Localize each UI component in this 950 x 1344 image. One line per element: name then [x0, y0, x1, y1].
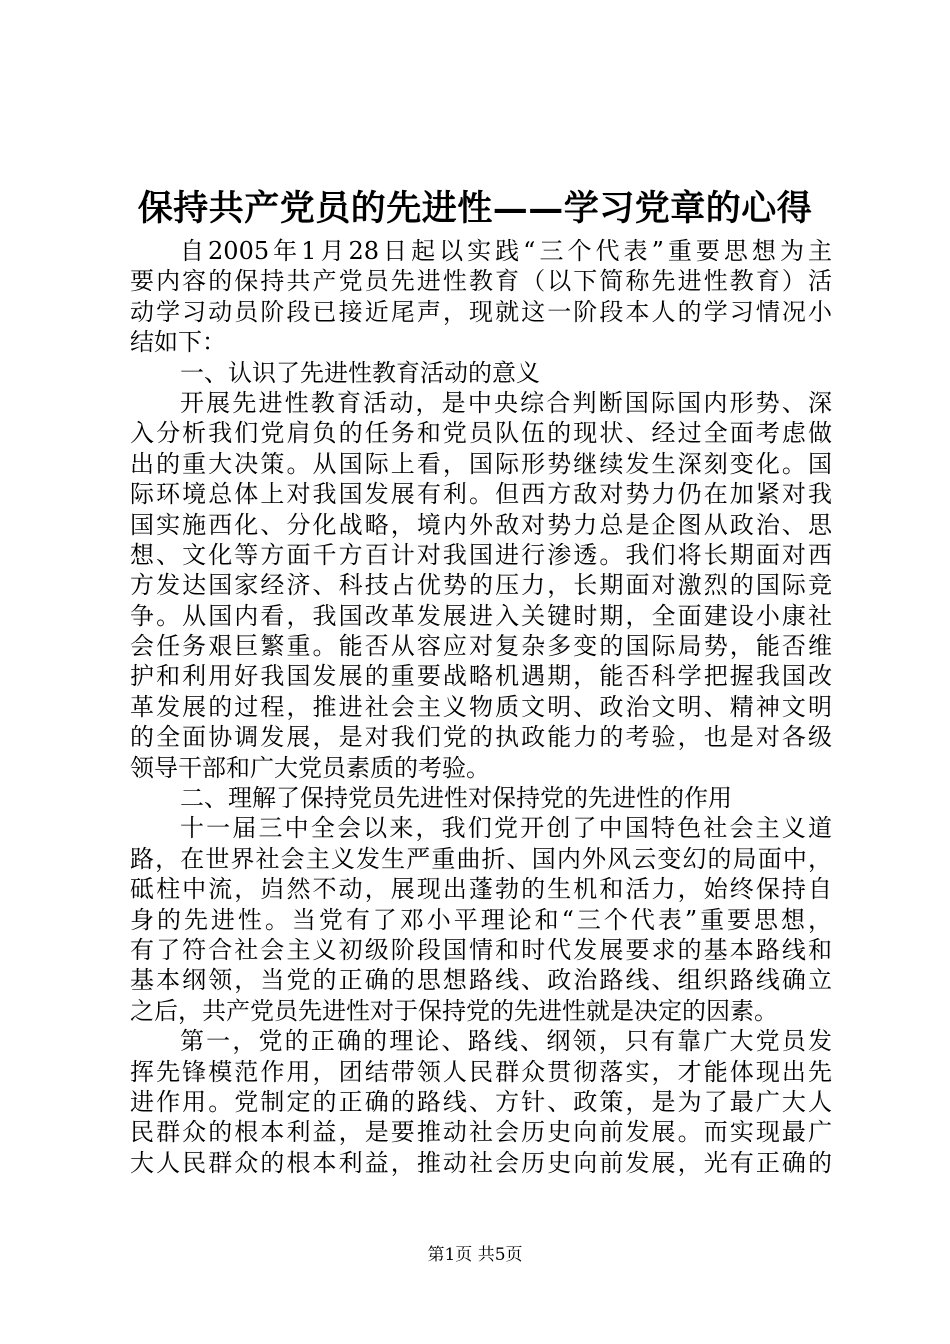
paragraph-line: 之后，共产党员先进性对于保持党的先进性就是决定的因素。: [130, 996, 778, 1025]
paragraph-line: 国实施西化、分化战略，境内外敌对势力总是企图从政治、思: [130, 510, 832, 539]
paragraph-line: 进作用。党制定的正确的路线、方针、政策，是为了最广大人: [130, 1087, 832, 1116]
paragraph-line: 方发达国家经济、科技占优势的压力，长期面对激烈的国际竞: [130, 571, 832, 600]
paragraph-line: 领导干部和广大党员素质的考验。: [130, 753, 490, 782]
paragraph-line: 开展先进性教育活动，是中央综合判断国际国内形势、深: [180, 388, 832, 417]
document-body: [130, 236, 832, 1178]
paragraph-line: 要内容的保持共产党员先进性教育（以下简称先进性教育）活: [130, 267, 832, 296]
paragraph-line: 砥柱中流，岿然不动，展现出蓬勃的生机和活力，始终保持自: [130, 875, 832, 904]
document-title: 保持共产党员的先进性——学习党章的心得: [137, 188, 813, 229]
paragraph-line: 争。从国内看，我国改革发展进入关键时期，全面建设小康社: [130, 601, 832, 630]
paragraph-line: 身的先进性。当党有了邓小平理论和“三个代表”重要思想，: [130, 905, 832, 934]
paragraph-line: 动学习动员阶段已接近尾声，现就这一阶段本人的学习情况小: [130, 297, 832, 326]
paragraph-line: 基本纲领，当党的正确的思想路线、政治路线、组织路线确立: [130, 966, 832, 995]
paragraph-line: 出的重大决策。从国际上看，国际形势继续发生深刻变化。国: [130, 449, 832, 478]
paragraph-line: 会任务艰巨繁重。能否从容应对复杂多变的国际局势，能否维: [130, 632, 832, 661]
paragraph-line: 自2005年1月28日起以实践“三个代表”重要思想为主: [180, 237, 832, 265]
paragraph-line: 革发展的过程，推进社会主义物质文明、政治文明、精神文明: [130, 692, 832, 721]
paragraph-line: 结如下：: [130, 328, 226, 357]
paragraph-line: 第一，党的正确的理论、路线、纲领，只有靠广大党员发: [180, 1027, 832, 1056]
page-number-footer: 第1页 共5页: [427, 1245, 523, 1265]
paragraph-line: 际环境总体上对我国发展有利。但西方敌对势力仍在加紧对我: [130, 480, 832, 509]
section-heading: 二、理解了保持党员先进性对保持党的先进性的作用: [180, 784, 732, 813]
paragraph-line: 路，在世界社会主义发生严重曲折、国内外风云变幻的局面中，: [130, 844, 832, 873]
paragraph-line: 挥先锋模范作用，团结带领人民群众贯彻落实，才能体现出先: [130, 1057, 832, 1086]
paragraph-line: 的全面协调发展，是对我们党的执政能力的考验，也是对各级: [130, 723, 832, 752]
section-heading: 一、认识了先进性教育活动的意义: [180, 358, 540, 387]
paragraph-line: 大人民群众的根本利益，推动社会历史向前发展，光有正确的: [130, 1148, 832, 1177]
paragraph-line: 十一届三中全会以来，我们党开创了中国特色社会主义道: [180, 814, 832, 843]
paragraph-line: 想、文化等方面千方百计对我国进行渗透。我们将长期面对西: [130, 540, 832, 569]
paragraph-line: 入分析我们党肩负的任务和党员队伍的现状、经过全面考虑做: [130, 419, 832, 448]
paragraph-line: 民群众的根本利益，是要推动社会历史向前发展。而实现最广: [130, 1118, 832, 1147]
paragraph-line: 护和利用好我国发展的重要战略机遇期，能否科学把握我国改: [130, 662, 832, 691]
paragraph-line: 有了符合社会主义初级阶段国情和时代发展要求的基本路线和: [130, 935, 832, 964]
